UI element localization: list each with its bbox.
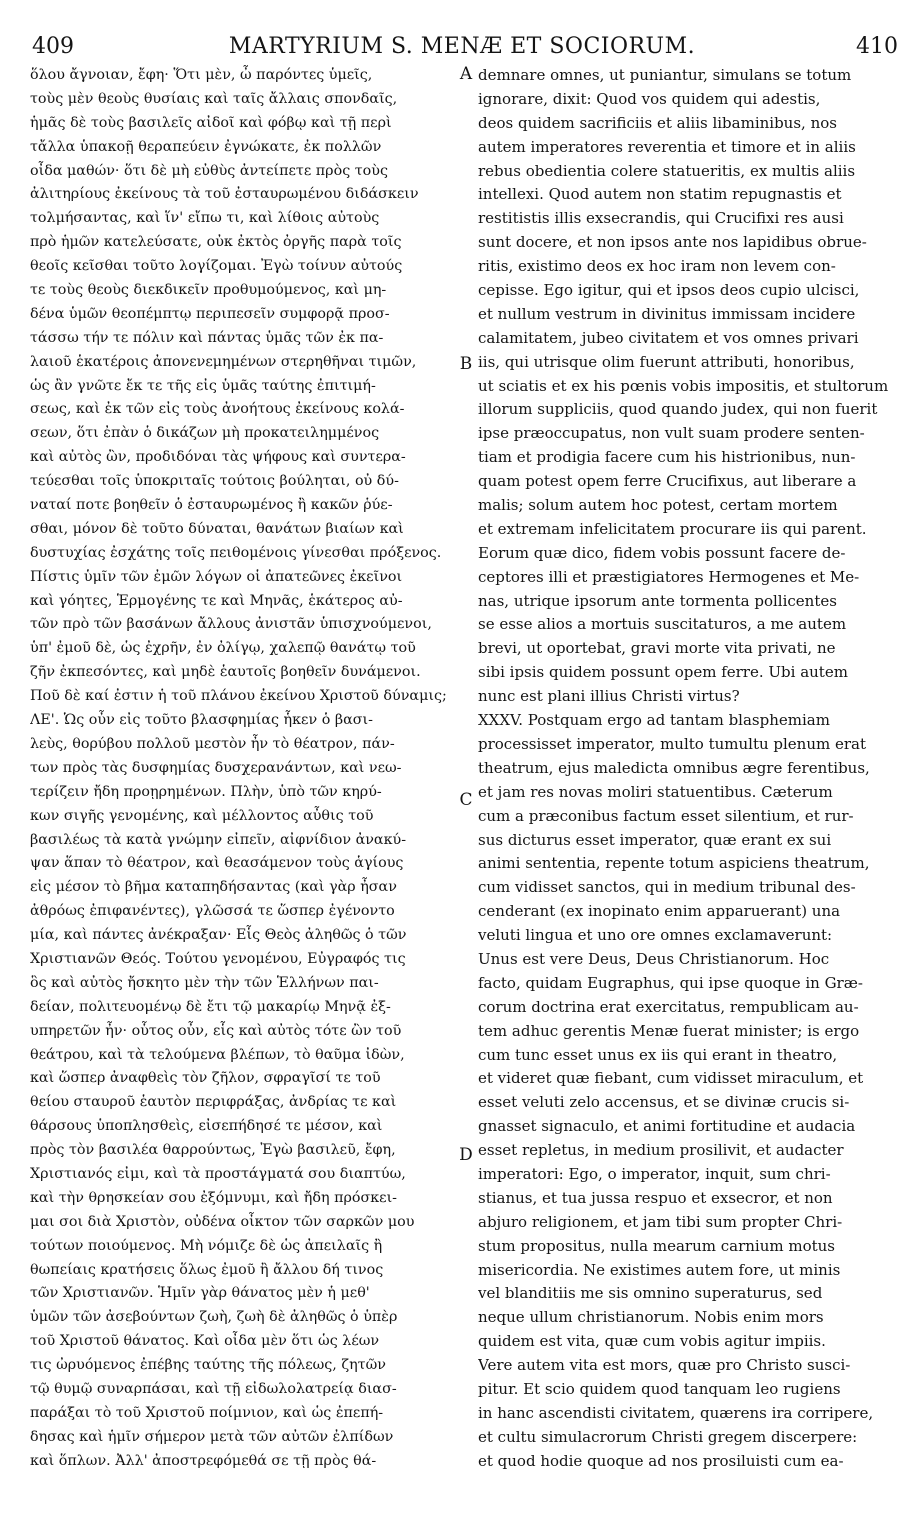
greek-text-line: Χριστιανός εἰμι, καὶ τὰ προστάγματά σου διαπτύω, (30, 1165, 406, 1182)
section-marker-b: B (459, 354, 473, 374)
latin-text-line: imperatori: Ego, o imperator, inquit, sum chri- (478, 1164, 831, 1183)
greek-text-line: πρὸ ἡμῶν κατελεύσατε, οὐκ ἐκτὸς ὀργῆς παρὰ τοῖς (30, 234, 402, 251)
greek-text-line: τολμήσαντας, καὶ ἵν' εἴπω τι, καὶ λίθοις αὐτοὺς (30, 210, 380, 227)
latin-text-line: rebus obedientia colere statueritis, ex multis aliis (478, 161, 856, 180)
latin-text-line: et cultu simulacrorum Christi gregem discerpere: (478, 1427, 858, 1446)
latin-text-line: demnare omnes, ut puniantur, simulans se totum (478, 66, 852, 84)
latin-text-line: et quod hodie quoque ad nos prosiluisti cum ea- (478, 1451, 844, 1470)
greek-text-line: κων σιγῆς γενομένης, καὶ μέλλοντος αὖθις τοῦ (30, 807, 374, 824)
latin-text-line: quam potest opem ferre Crucifixus, aut liberare a (478, 472, 857, 491)
latin-text-line: pitur. Et scio quidem quod tanquam leo rugiens (478, 1379, 841, 1398)
greek-text-line: παράξαι τὸ τοῦ Χριστοῦ ποίμνιον, καὶ ὡς ἐπεπή- (30, 1404, 384, 1421)
latin-text-line: misericordia. Ne existimes autem fore, ut minis (478, 1260, 841, 1279)
greek-text-line: τις ὠρυόμενος ἐπέβης ταύτης τῆς πόλεως, ζητῶν (30, 1357, 386, 1374)
greek-text-line: θεάτρου, καὶ τὰ τελούμενα βλέπων, τὸ θαῦμα ἰδὼν, (30, 1046, 405, 1063)
latin-text-line: gnasset signaculo, et animi fortitudine et audacia (478, 1117, 856, 1136)
latin-text-line: animi sententia, repente totum aspiciens theatrum, (478, 854, 870, 873)
latin-column (478, 64, 890, 1474)
latin-text-line: ritis, existimo deos ex hoc iram non levem con- (478, 257, 836, 276)
section-marker-a: A (459, 64, 473, 84)
latin-text-line: veluti lingua et uno ore omnes exclamaverunt: (478, 926, 833, 945)
latin-text-line: stianus, et tua jussa respuo et exsecror, et non (478, 1188, 833, 1207)
latin-text-line: facto, quidam Eugraphus, qui ipse quoque in Græ- (478, 973, 863, 992)
latin-text-line: ceptores illi et præstigiatores Hermogenes et Me- (478, 567, 860, 586)
greek-text-line: σεων, ὅτι ἐπὰν ὁ δικάζων μὴ προκατειλημμένος (30, 425, 380, 442)
greek-text-line: Ποῦ δὲ καί ἐστιν ἡ τοῦ πλάνου ἐκείνου Χριστοῦ δύναμις; (30, 688, 447, 705)
latin-text-line: theatrum, ejus maledicta omnibus ægre ferentibus, (478, 758, 870, 777)
latin-text-line: neque ullum christianorum. Nobis enim mors (478, 1308, 824, 1327)
latin-text-line: vel blanditiis me sis omnino superaturus, sed (478, 1284, 823, 1303)
greek-text-line: τἄλλα ὑπακοῇ θεραπεύειν ἐγνώκατε, ἐκ πολλῶν (30, 138, 382, 155)
greek-text-line: πρὸς τὸν βασιλέα θαρρούντως, Ἐγὼ βασιλεῦ, ἔφη, (30, 1142, 396, 1159)
latin-text-line: nunc est plani illius Christi virtus? (478, 687, 740, 706)
greek-text-line: τούτων ποιούμενος. Μὴ νόμιζε δὲ ὡς ἀπειλαῖς ἢ (30, 1237, 383, 1254)
latin-text-line: Unus est vere Deus, Deus Christianorum. Hoc (478, 949, 830, 968)
greek-text-line: μαι σοι διὰ Χριστὸν, οὐδένα οἶκτον τῶν σαρκῶν μου (30, 1213, 415, 1230)
latin-text-line: tem adhuc gerentis Menæ fuerat minister; is ergo (478, 1021, 860, 1040)
greek-text-line: ἀθρόως ἐπιφανέντες), γλῶσσά τε ὥσπερ ἐγένοντο (30, 903, 395, 920)
page-number-left: 409 (32, 34, 74, 59)
greek-text-line: υπηρετῶν ἦν· οὗτος οὖν, εἷς καὶ αὐτὸς τότε ὢν τοῦ (30, 1022, 402, 1039)
latin-text-line: cepisse. Ego igitur, qui et ipsos deos cupio ulcisci, (478, 281, 860, 300)
greek-text-line: ΛΕ'. Ὡς οὖν εἰς τοῦτο βλασφημίας ἧκεν ὁ βασι- (30, 712, 373, 729)
greek-text-line: δησας καὶ ἡμῖν σήμερον μετὰ τῶν αὐτῶν ἐλπίδων (30, 1428, 394, 1445)
greek-text-line: καὶ τὴν θρησκείαν σου ἐξόμνυμι, καὶ ἤδη πρόσκει- (30, 1189, 398, 1206)
latin-text-line: deos quidem sacrificiis et aliis libaminibus, nos (478, 113, 837, 132)
latin-text-line: ipse præoccupatus, non vult suam prodere senten- (478, 424, 865, 443)
greek-text-line: τῷ θυμῷ συναρπάσαι, καὶ τῇ εἰδωλολατρείᾳ διασ- (30, 1380, 397, 1397)
latin-text-line: ignorare, dixit: Quod vos quidem qui adestis, (478, 89, 821, 108)
latin-text-line: sibi ipsis quidem possunt opem ferre. Ubi autem (478, 663, 848, 682)
greek-text-line: ὑμῶν τῶν ἀσεβούντων ζωὴ, ζωὴ δὲ ἀληθῶς ὁ ὑπὲρ (30, 1309, 398, 1326)
greek-text-line: εἰς μέσον τὸ βῆμα καταπηδήσαντας (καὶ γὰρ ἦσαν (30, 879, 397, 896)
greek-text-line: τάσσω τήν τε πόλιν καὶ πάντας ὑμᾶς τῶν ἐκ πα- (30, 329, 384, 346)
latin-text-line: esset repletus, in medium prosilivit, et audacter (478, 1141, 844, 1160)
latin-text-line: quidem est vita, quæ cum vobis agitur impiis. (478, 1332, 826, 1351)
latin-text-line: illorum suppliciis, quod quando judex, qui non fuerit (478, 400, 878, 419)
latin-text-line: et extremam infelicitatem procurare iis qui parent. (478, 519, 867, 538)
latin-text-line: et videret quæ fiebant, cum vidisset miraculum, et (478, 1069, 864, 1088)
latin-text-line: abjuro religionem, et jam tibi sum propter Chri- (478, 1212, 843, 1231)
greek-text-line: θάρσους ὑποπλησθεὶς, εἰσεπήδησέ τε μέσον, καὶ (30, 1118, 383, 1135)
greek-text-line: ψαν ἅπαν τὸ θέατρον, καὶ θεασάμενον τοὺς ἁγίους (30, 855, 404, 872)
latin-text-line: autem imperatores reverentia et timore et in aliis (478, 137, 856, 156)
greek-text-line: Χριστιανῶν Θεός. Τούτου γενομένου, Εὐγραφός τις (30, 950, 406, 967)
greek-text-line: βασιλέως τὰ κατὰ γνώμην εἰπεῖν, αἰφνίδιον ἀνακύ- (30, 831, 407, 848)
greek-text-line: ὡς ἂν γνῶτε ἔκ τε τῆς εἰς ὑμᾶς ταύτης ἐπιτιμή- (30, 377, 376, 394)
latin-text-line: Eorum quæ dico, fidem vobis possunt facere de- (478, 543, 846, 562)
latin-text-line: tiam et prodigia facere cum his histrionibus, nun- (478, 448, 856, 467)
latin-text-line: cum vidisset sanctos, qui in medium tribunal des- (478, 878, 856, 897)
latin-text-line: cum tunc esset unus ex iis qui erant in theatro, (478, 1045, 838, 1064)
greek-text-line: οἶδα μαθών· ὅτι δὲ μὴ εὐθὺς ἀντείπετε πρὸς τοὺς (30, 162, 388, 179)
greek-text-line: Πίστις ὑμῖν τῶν ἐμῶν λόγων οἱ ἀπατεῶνες ἐκεῖνοι (30, 568, 403, 585)
latin-text-line: stum propositus, nulla mearum carnium motus (478, 1236, 835, 1255)
greek-text-line: καὶ ὥσπερ ἀναφθεὶς τὸν ζῆλον, σφραγῖσί τε τοῦ (30, 1070, 381, 1087)
greek-text-line: λεὺς, θορύβου πολλοῦ μεστὸν ἦν τὸ θέατρον, πάν- (30, 735, 395, 752)
page-number-right: 410 (856, 34, 898, 59)
latin-text-line: sunt docere, et non ipsos ante nos lapidibus obrue- (478, 233, 867, 252)
greek-text-line: τερίζειν ἤδη προῃρημένων. Πλὴν, ὑπὸ τῶν κηρύ- (30, 783, 382, 800)
latin-text-line: et nullum vestrum in divinitus immissam incidere (478, 304, 856, 323)
latin-text-line: processisset imperator, multo tumultu plenum erat (478, 734, 867, 753)
greek-text-line: τῶν πρὸ τῶν βασάνων ἄλλους ἀνιστᾶν ὑπισχνούμενοι, (30, 616, 432, 633)
latin-text-line: esset veluti zelo accensus, et se divinæ crucis si- (478, 1093, 850, 1112)
greek-text-line: ναταί ποτε βοηθεῖν ὁ ἐσταυρωμένος ἢ κακῶν ῥύε- (30, 497, 393, 514)
latin-text-line: et jam res novas moliri statuentibus. Cæterum (478, 782, 833, 801)
greek-text-line: τοὺς μὲν θεοὺς θυσίαις καὶ ταῖς ἄλλαις σπονδαῖς, (30, 90, 398, 107)
greek-text-line: λαιοῦ ἑκατέροις ἀπονενεμημένων στερηθῆναι τιμῶν, (30, 353, 417, 370)
greek-text-line: ζῆν ἐκπεσόντες, καὶ μηδὲ ἑαυτοῖς βοηθεῖν δυνάμενοι. (30, 664, 421, 681)
greek-text-line: μία, καὶ πάντες ἀνέκραξαν· Εἷς Θεὸς ἀληθῶς ὁ τῶν (30, 927, 407, 944)
greek-text-line: σεως, καὶ ἐκ τῶν εἰς τοὺς ἀνοήτους ἐκείνους κολά- (30, 401, 405, 418)
greek-text-line: σθαι, μόνον δὲ τοῦτο δύναται, θανάτων βιαίων καὶ (30, 520, 404, 537)
greek-text-line: των πρὸς τὰς δυσφημίας δυσχερανάντων, καὶ νεω- (30, 759, 402, 776)
greek-text-line: τε τοὺς θεοὺς διεκδικεῖν προθυμούμενος, καὶ μη- (30, 282, 387, 299)
latin-text-line: malis; solum autem hoc potest, certam mortem (478, 496, 838, 515)
greek-text-line: θωπείαις κρατήσεις ὅλως ἐμοῦ ἢ ἄλλου δή τινος (30, 1261, 384, 1278)
section-marker-d: D (459, 1145, 473, 1165)
latin-text-line: calamitatem, jubeo civitatem et vos omnes privari (478, 328, 859, 347)
latin-text-line: cenderant (ex inopinato enim apparuerant) una (478, 902, 841, 921)
latin-text-line: in hanc ascendisti civitatem, quærens ira corripere, (478, 1403, 874, 1422)
greek-text-line: ὃς καὶ αὐτὸς ἤσκητο μὲν τὴν τῶν Ἑλλήνων παι- (30, 974, 379, 991)
latin-text-line: iis, qui utrisque olim fuerunt attributi, honoribus, (478, 352, 855, 371)
latin-text-line: XXXV. Postquam ergo ad tantam blasphemiam (478, 711, 830, 730)
greek-text-line: δυστυχίας ἐσχάτης τοῖς πειθομένοις γίνεσθαι πρόξενος. (30, 544, 442, 561)
greek-text-line: θείου σταυροῦ ἑαυτὸν περιφράξας, ἀνδρίας τε καὶ (30, 1094, 397, 1111)
greek-text-line: ὅλου ἄγνοιαν, ἔφη· Ὅτι μὲν, ὦ παρόντες ὑμεῖς, (30, 67, 373, 83)
page-header (20, 30, 904, 64)
greek-text-line: ὑπ' ἐμοῦ δὲ, ὡς ἐχρῆν, ἐν ὀλίγῳ, χαλεπῷ θανάτῳ τοῦ (30, 640, 416, 657)
latin-text-line: sus dicturus esset imperator, quæ erant ex sui (478, 830, 832, 849)
section-marker-c: C (459, 790, 473, 810)
greek-text-line: ἡμᾶς δὲ τοὺς βασιλεῖς αἰδοῖ καὶ φόβῳ καὶ τῇ περὶ (30, 114, 392, 131)
latin-text-line: corum doctrina erat exercitatus, rempublicam au- (478, 997, 859, 1016)
latin-text-line: intellexi. Quod autem non statim repugnastis et (478, 185, 842, 204)
latin-text-line: ut sciatis et ex his pœnis vobis impositis, et stultorum (478, 376, 889, 395)
greek-text-line: καὶ γόητες, Ἑρμογένης τε καὶ Μηνᾶς, ἑκάτερος αὐ- (30, 592, 403, 609)
greek-text-line: τοῦ Χριστοῦ θάνατος. Καὶ οἶδα μὲν ὅτι ὡς λέων (30, 1333, 380, 1350)
greek-text-line: τεύεσθαι τοῖς ὑποκριταῖς τούτοις βούληται, οὐ δύ- (30, 473, 399, 490)
latin-text-line: nas, utrique ipsorum ante tormenta pollicentes (478, 591, 837, 610)
greek-column (30, 64, 458, 1474)
latin-text-line: cum a præconibus factum esset silentium, et rur- (478, 806, 854, 825)
latin-text-line: restitistis illis exsecrandis, qui Crucifixi res ausi (478, 209, 844, 228)
greek-text-line: ἀλιτηρίους ἐκείνους τὰ τοῦ ἐσταυρωμένου διδάσκειν (30, 186, 419, 203)
latin-text-line: Vere autem vita est mors, quæ pro Christo susci- (478, 1356, 851, 1375)
latin-text-line: se esse alios a mortuis suscitaturos, a me autem (478, 615, 847, 634)
greek-text-line: τῶν Χριστιανῶν. Ἡμῖν γὰρ θάνατος μὲν ἡ μεθ' (30, 1285, 370, 1302)
greek-text-line: θεοῖς κεῖσθαι τοῦτο λογίζομαι. Ἐγὼ τοίνυν αὐτούς (30, 258, 403, 275)
greek-text-line: καὶ αὐτὸς ὢν, προδιδόναι τὰς ψήφους καὶ συντερα- (30, 449, 406, 466)
greek-text-line: δένα ὑμῶν θεοπέμπτῳ περιπεσεῖν συμφορᾷ προσ- (30, 305, 390, 322)
greek-text-line: δείαν, πολιτευομένῳ δὲ ἔτι τῷ μακαρίῳ Μηνᾷ ἐξ- (30, 998, 391, 1015)
running-title: MARTYRIUM S. MENÆ ET SOCIORUM. (228, 34, 696, 59)
latin-text-line: brevi, ut oportebat, gravi morte vita privati, ne (478, 639, 836, 658)
greek-text-line: καὶ ὅπλων. Ἀλλ' ἀποστρεφόμεθά σε τῇ πρὸς θά- (30, 1452, 377, 1469)
